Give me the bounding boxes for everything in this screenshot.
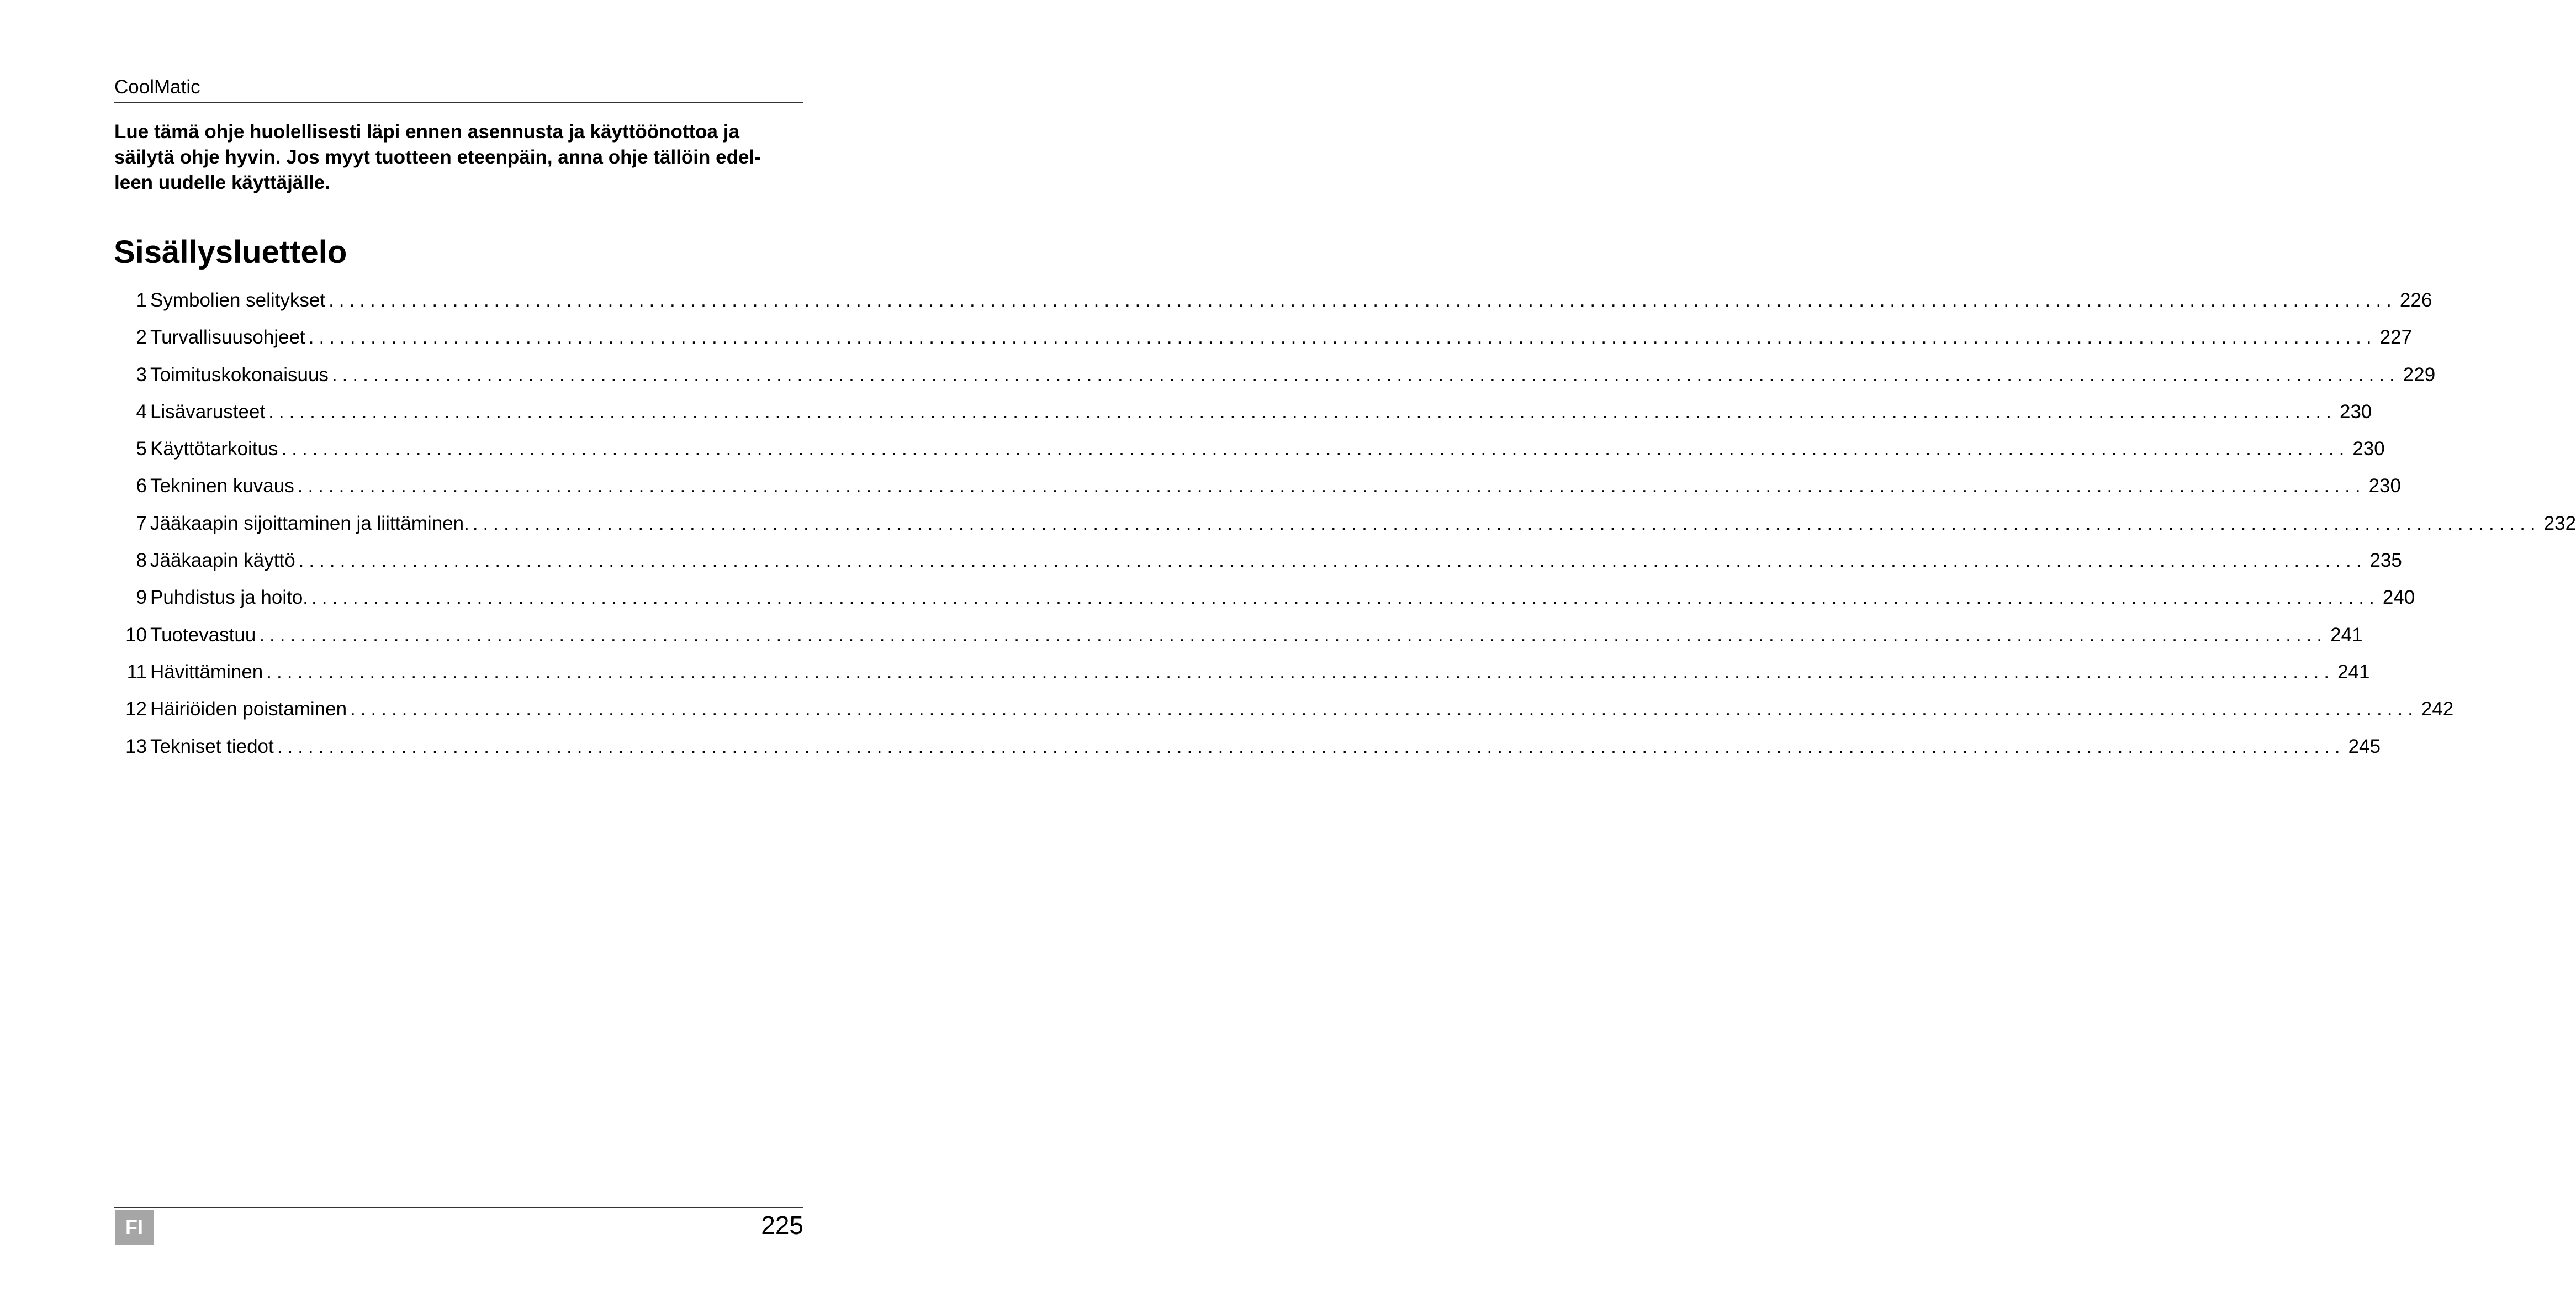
toc-entry-number: 1 [136,289,147,311]
toc-entry-number: 7 [136,512,147,534]
toc-dot-leader: ........................................................................................................................................................................................................ [308,326,2377,349]
toc-entry-page: 240 [2382,587,2415,609]
toc-heading: Sisällysluettelo [114,234,347,270]
toc-entry-title: Turvallisuusohjeet [150,326,305,349]
toc-entry-number: 2 [136,326,147,349]
toc-entry-number: 11 [126,661,147,683]
toc-entry-title: Jääkaapin sijoittaminen ja liittäminen. [150,512,469,534]
toc-entry-page: 230 [2340,400,2372,423]
toc-entry-title: Häiriöiden poistaminen [150,698,347,720]
toc-dot-leader: ........................................................................................................................................................................................................ [259,624,2328,646]
toc-entry-number: 6 [136,475,147,497]
toc-entry-number: 10 [125,624,147,646]
toc-entry[interactable] [0,579,2415,616]
toc-dot-leader: ........................................................................................................................................................................................................ [311,587,2379,609]
toc-entry-page: 241 [2330,624,2363,646]
toc-entry-page: 227 [2379,326,2413,349]
toc-entry-title: Hävittäminen [150,661,263,683]
toc-entry-title: Puhdistus ja hoito. [150,587,309,609]
toc-entry-body [150,728,2381,765]
page-number: 225 [761,1211,803,1240]
toc-entry-number: 13 [125,735,147,757]
intro-line: Lue tämä ohje huolellisesti läpi ennen asennusta ja käyttöönottoa ja [114,121,739,143]
toc-dot-leader: ........................................................................................................................................................................................................ [266,661,2335,683]
toc-dot-leader: ........................................................................................................................................................................................................ [350,698,2418,720]
toc-entry-title: Lisävarusteet [150,400,266,423]
toc-entry-page: 241 [2337,661,2370,683]
toc-entry[interactable] [0,728,2381,765]
toc-entry-page: 242 [2421,698,2454,720]
intro-line: säilytä ohje hyvin. Jos myyt tuotteen eteenpäin, anna ohje tällöin edel- [114,146,761,168]
toc-entry-page: 232 [2543,512,2576,534]
toc-entry[interactable] [0,505,2576,542]
toc-entry-body [150,505,2576,542]
toc-dot-leader: ........................................................................................................................................................................................................ [268,400,2336,423]
toc-entry-page: 235 [2369,550,2402,572]
toc-entry-number: 4 [136,400,147,423]
toc-dot-leader: ........................................................................................................................................................................................................ [281,438,2350,460]
toc-entry-page: 226 [2399,289,2432,311]
toc-entry-body [150,542,2402,579]
toc-entry-body [150,356,2436,393]
toc-entry-number: 5 [136,438,147,460]
toc-entry-title: Symbolien selitykset [150,289,326,311]
toc-dot-leader: ........................................................................................................................................................................................................ [277,735,2345,757]
toc-dot-leader: ........................................................................................................................................................................................................ [298,550,2367,572]
toc-dot-leader: ........................................................................................................................................................................................................ [472,512,2541,534]
toc-entry-page: 245 [2348,735,2381,757]
toc-dot-leader: ........................................................................................................................................................................................................ [331,363,2400,386]
toc-entry[interactable] [0,653,2370,690]
toc-entry-page: 230 [2352,438,2385,460]
toc-entry-body [150,690,2454,727]
toc-entry-body [150,319,2413,356]
toc-entry-number: 9 [136,587,147,609]
toc-entry-title: Tekninen kuvaus [150,475,294,497]
toc-entry-number: 8 [136,550,147,572]
toc-entry-number: 3 [136,363,147,386]
toc-entry[interactable] [0,542,2402,579]
toc-entry[interactable] [0,319,2413,356]
toc-entry[interactable] [0,430,2385,467]
toc-entry-title: Toimituskokonaisuus [150,363,329,386]
toc-entry-body [150,467,2401,504]
toc-entry[interactable] [0,690,2454,727]
toc-entry-title: Tuotevastuu [150,624,256,646]
toc-entry[interactable] [0,356,2436,393]
toc-entry-body [150,282,2432,319]
header-title: CoolMatic [114,76,200,98]
table-of-contents [0,282,2576,765]
toc-dot-leader: ........................................................................................................................................................................................................ [297,475,2366,497]
toc-entry-body [150,430,2385,467]
intro-line: leen uudelle käyttäjälle. [114,172,330,193]
toc-entry-body [150,653,2370,690]
toc-entry-title: Jääkaapin käyttö [150,550,295,572]
toc-entry-title: Käyttötarkoitus [150,438,278,460]
intro-notice [114,119,805,196]
toc-entry[interactable] [0,282,2432,319]
toc-entry-page: 229 [2403,363,2436,386]
toc-dot-leader: ........................................................................................................................................................................................................ [329,289,2397,311]
toc-entry-number: 12 [125,698,147,720]
language-badge: FI [115,1210,154,1245]
toc-entry[interactable] [0,393,2372,430]
running-header [114,75,803,103]
toc-entry-body [150,393,2372,430]
toc-entry-body [150,579,2415,616]
toc-entry-page: 230 [2368,475,2401,497]
toc-entry-body [150,616,2363,653]
toc-entry[interactable] [0,467,2401,504]
toc-entry-title: Tekniset tiedot [150,735,274,757]
footer-divider [114,1207,803,1208]
toc-entry[interactable] [0,616,2363,653]
